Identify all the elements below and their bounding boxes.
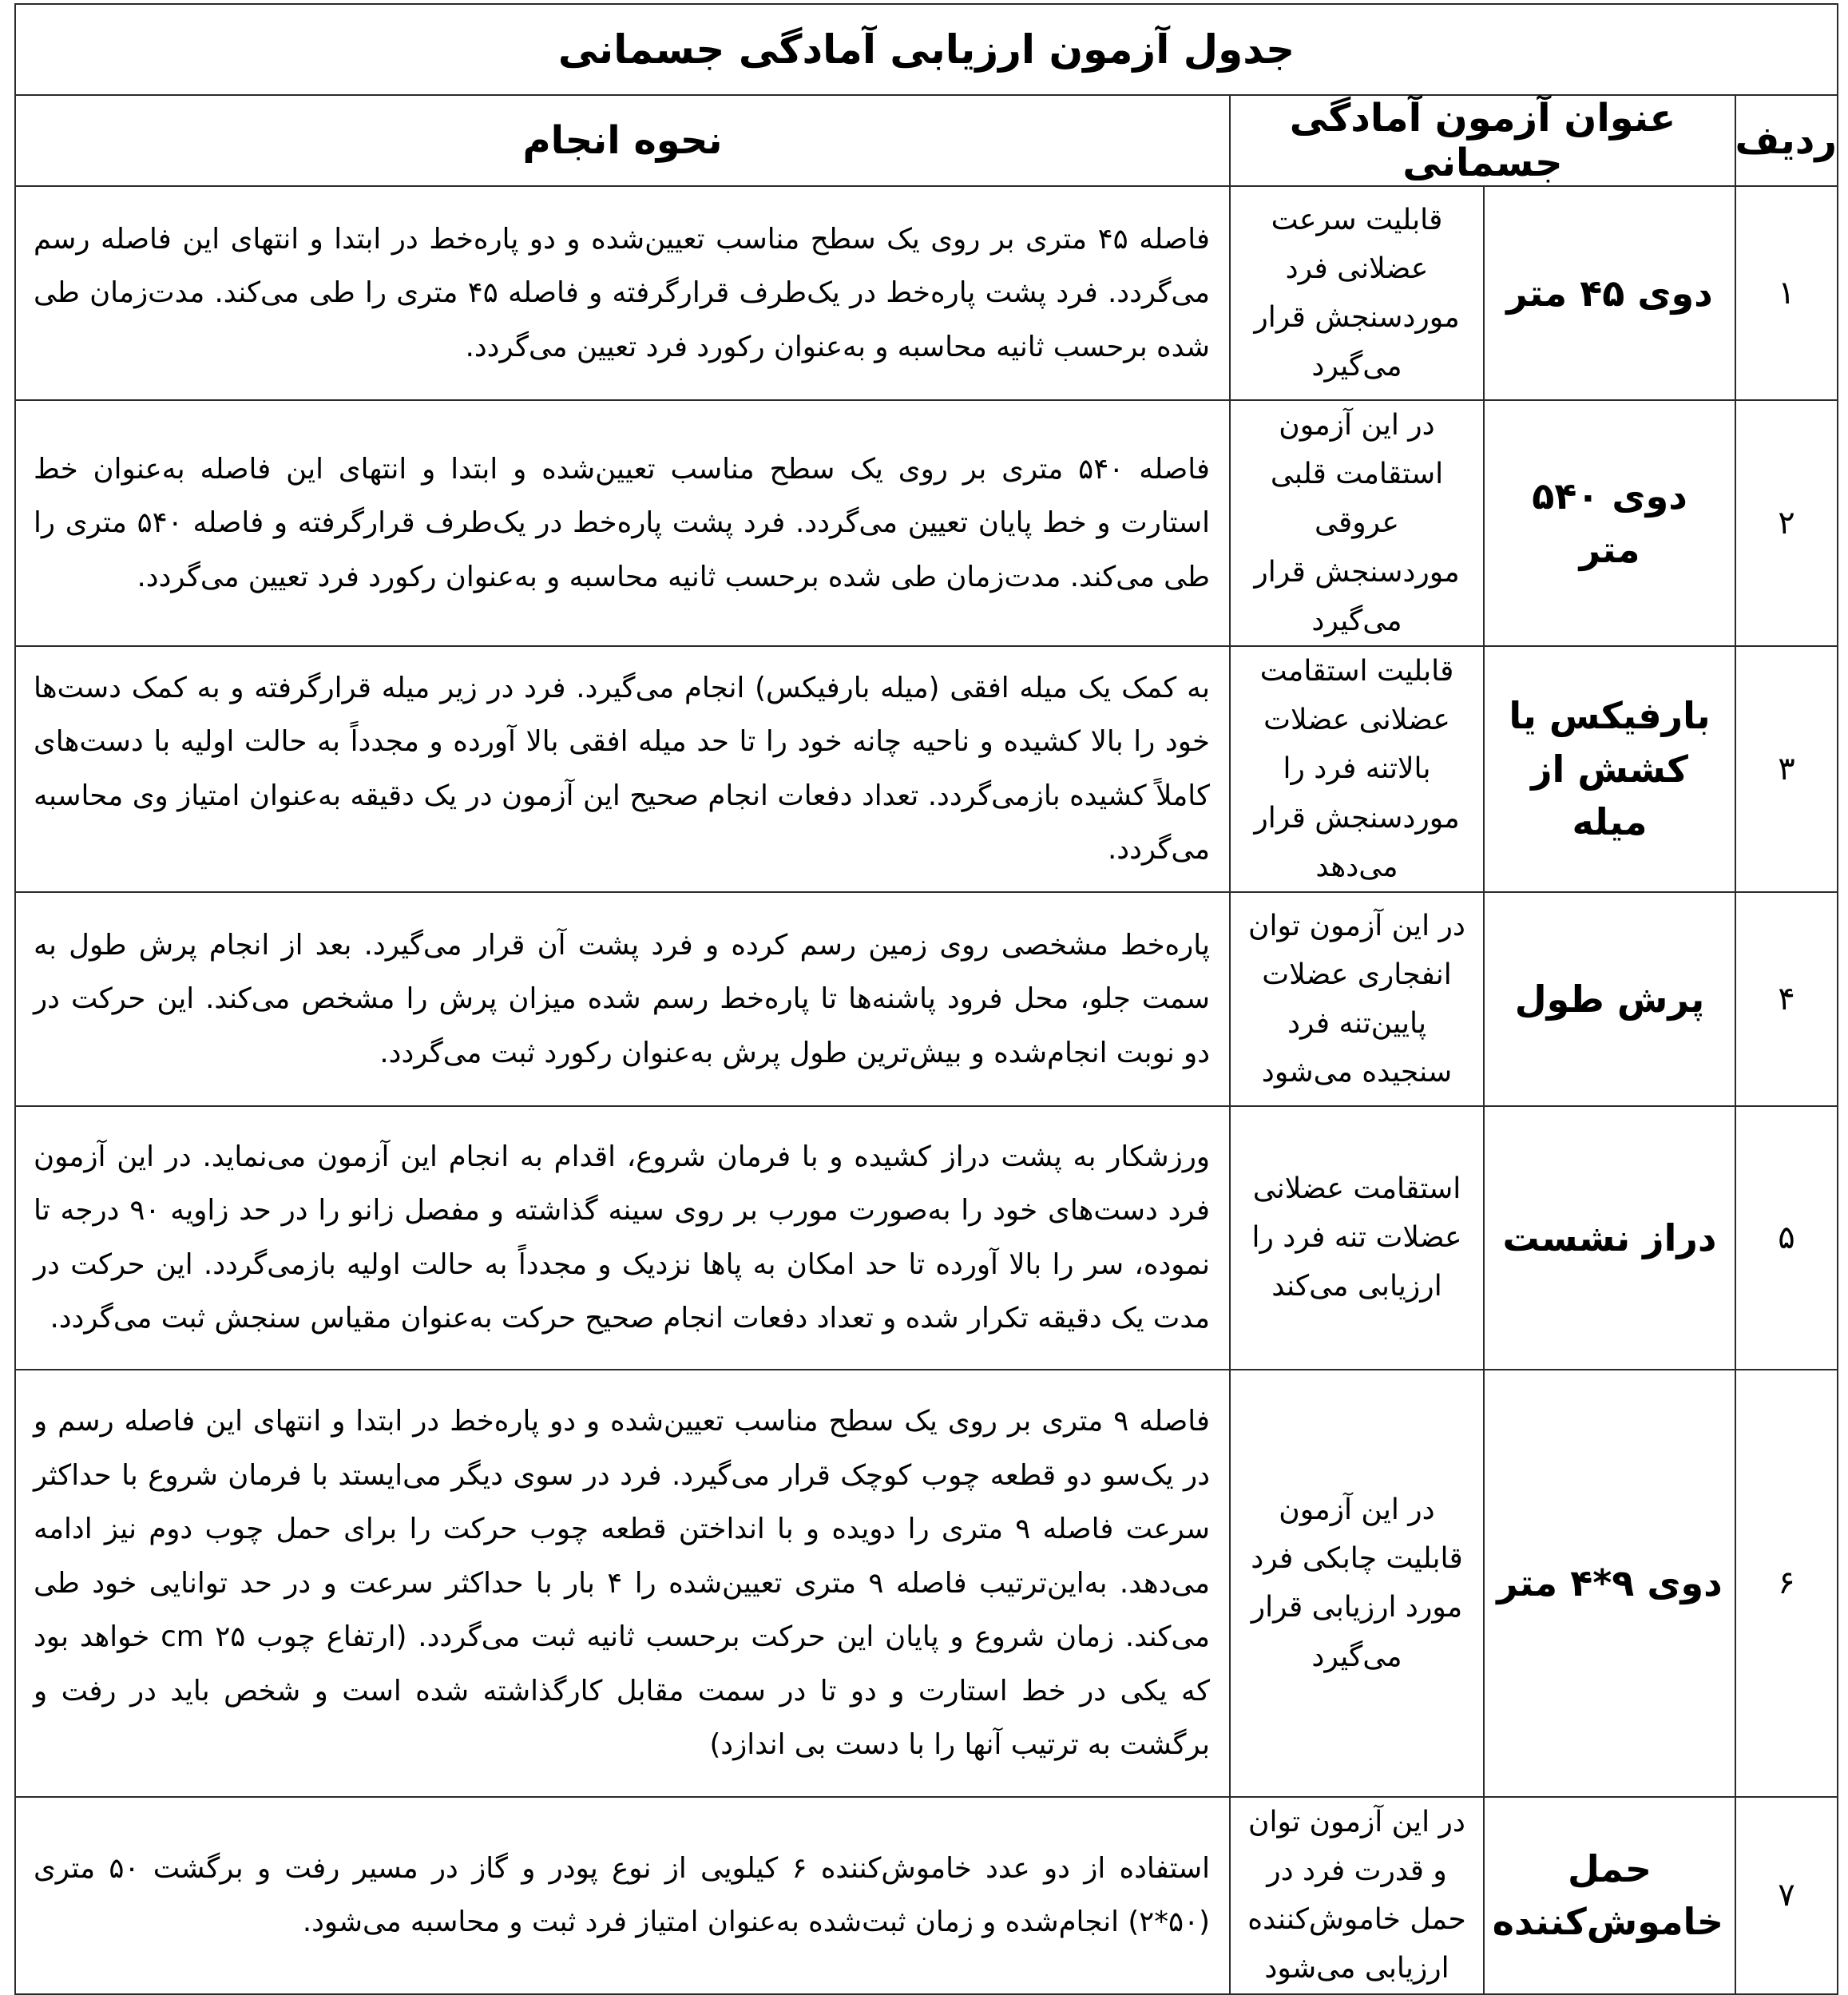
test-name: دوی ۴۵ متر	[1484, 186, 1735, 400]
fitness-test-document	[14, 3, 1838, 1985]
row-number: ۴	[1735, 892, 1838, 1106]
test-procedure: ورزشکار به پشت دراز کشیده و با فرمان شروع، اقدام به انجام این آزمون می‌نماید. در این آزمون فرد دست‌های خود را به‌صورت مورب بر روی سینه گذاشته و مفصل زانو را در حد زاویه ۹۰ درجه تا نموده، سر را بالا آورده تا حد امکان به پاها نزدیک و مجدداً به حالت اولیه بازمی‌گردد. این حرکت در مدت یک دقیقه تکرار شده و تعداد دفعات انجام صحیح حرکت به‌عنوان مقیاس سنجش ثبت می‌گردد.	[15, 1106, 1230, 1370]
table-row	[15, 646, 1838, 892]
header-row	[15, 95, 1838, 186]
row-number: ۲	[1735, 400, 1838, 646]
test-description: در این آزمون توان و قدرت فرد در حمل خاموش‌کننده ارزیابی می‌شود	[1230, 1797, 1484, 1994]
test-description: قابلیت استقامت عضلانی عضلات بالاتنه فرد را موردسنجش قرار می‌دهد	[1230, 646, 1484, 892]
table-row	[15, 186, 1838, 400]
table-row	[15, 1797, 1838, 1994]
test-description: استقامت عضلانی عضلات تنه فرد را ارزیابی می‌کند	[1230, 1106, 1484, 1370]
table-row	[15, 892, 1838, 1106]
test-description: قابلیت سرعت عضلانی فرد موردسنجش قرار می‌گیرد	[1230, 186, 1484, 400]
test-procedure: به کمک یک میله افقی (میله بارفیکس) انجام می‌گیرد. فرد در زیر میله قرارگرفته و به کمک دست‌ها خود را بالا کشیده و ناحیه چانه خود را تا حد میله افقی بالا آورده و مجدداً به حالت اولیه با دست‌های کاملاً کشیده بازمی‌گردد. تعداد دفعات انجام صحیح این آزمون در یک دقیقه به‌عنوان امتیاز وی محاسبه می‌گردد.	[15, 646, 1230, 892]
test-name: حمل خاموش‌کننده	[1484, 1797, 1735, 1994]
test-name: دوی ۵۴۰ متر	[1484, 400, 1735, 646]
table-title: جدول آزمون ارزیابی آمادگی جسمانی	[15, 4, 1838, 95]
test-name: دوی ۹*۴ متر	[1484, 1370, 1735, 1797]
table-row	[15, 1370, 1838, 1797]
fitness-test-table	[14, 3, 1838, 1995]
row-number: ۵	[1735, 1106, 1838, 1370]
header-row-number: ردیف	[1735, 95, 1838, 186]
test-procedure: استفاده از دو عدد خاموش‌کننده ۶ کیلویی از نوع پودر و گاز در مسیر رفت و برگشت ۵۰ متری (۵۰*۲) انجام‌شده و زمان ثبت‌شده به‌عنوان امتیاز فرد ثبت و محاسبه می‌شود.	[15, 1797, 1230, 1994]
test-description: در این آزمون استقامت قلبی عروقی موردسنجش قرار می‌گیرد	[1230, 400, 1484, 646]
header-test-title: عنوان آزمون آمادگی جسمانی	[1230, 95, 1735, 186]
test-procedure: فاصله ۵۴۰ متری بر روی یک سطح مناسب تعیین‌شده و ابتدا و انتهای این فاصله به‌عنوان خط استارت و خط پایان تعیین می‌گردد. فرد پشت پاره‌خط در یک‌طرف قرارگرفته و فاصله ۵۴۰ متری را طی می‌کند. مدت‌زمان طی شده برحسب ثانیه محاسبه و به‌عنوان رکورد فرد تعیین می‌گردد.	[15, 400, 1230, 646]
header-procedure: نحوه انجام	[15, 95, 1230, 186]
row-number: ۶	[1735, 1370, 1838, 1797]
test-description: در این آزمون قابلیت چابکی فرد مورد ارزیابی قرار می‌گیرد	[1230, 1370, 1484, 1797]
test-description: در این آزمون توان انفجاری عضلات پایین‌تنه فرد سنجیده می‌شود	[1230, 892, 1484, 1106]
test-name: دراز نشست	[1484, 1106, 1735, 1370]
test-procedure: فاصله ۴۵ متری بر روی یک سطح مناسب تعیین‌شده و دو پاره‌خط در ابتدا و انتهای این فاصله رسم می‌گردد. فرد پشت پاره‌خط در یک‌طرف قرارگرفته و فاصله ۴۵ متری را طی می‌کند. مدت‌زمان طی شده برحسب ثانیه محاسبه و به‌عنوان رکورد فرد تعیین می‌گردد.	[15, 186, 1230, 400]
title-row	[15, 4, 1838, 95]
row-number: ۷	[1735, 1797, 1838, 1994]
test-name: بارفیکس یا کشش از میله	[1484, 646, 1735, 892]
table-row	[15, 400, 1838, 646]
test-procedure: فاصله ۹ متری بر روی یک سطح مناسب تعیین‌شده و دو پاره‌خط در ابتدا و انتهای این فاصله رسم و در یک‌سو دو قطعه چوب کوچک قرار می‌گیرد. فرد در سوی دیگر می‌ایستد با فرمان شروع با حداکثر سرعت فاصله ۹ متری را دویده و با انداختن قطعه چوب حرکت را برای حمل چوب دوم نیز ادامه می‌دهد. به‌این‌ترتیب فاصله ۹ متری تعیین‌شده را ۴ بار با حداکثر سرعت و در حد توانایی خود طی می‌کند. زمان شروع و پایان این حرکت برحسب ثانیه ثبت می‌گردد. (ارتفاع چوب ۲۵ cm خواهد بود که یکی در خط استارت و دو تا در سمت مقابل کارگذاشته شده است و شخص باید در رفت و برگشت به ترتیب آنها را با دست بی اندازد)	[15, 1370, 1230, 1797]
row-number: ۳	[1735, 646, 1838, 892]
test-name: پرش طول	[1484, 892, 1735, 1106]
table-row	[15, 1106, 1838, 1370]
test-procedure: پاره‌خط مشخصی روی زمین رسم کرده و فرد پشت آن قرار می‌گیرد. بعد از انجام پرش طول به سمت جلو، محل فرود پاشنه‌ها تا پاره‌خط رسم شده میزان پرش را مشخص می‌کند. این حرکت در دو نوبت انجام‌شده و بیش‌ترین طول پرش به‌عنوان رکورد ثبت می‌گردد.	[15, 892, 1230, 1106]
row-number: ۱	[1735, 186, 1838, 400]
